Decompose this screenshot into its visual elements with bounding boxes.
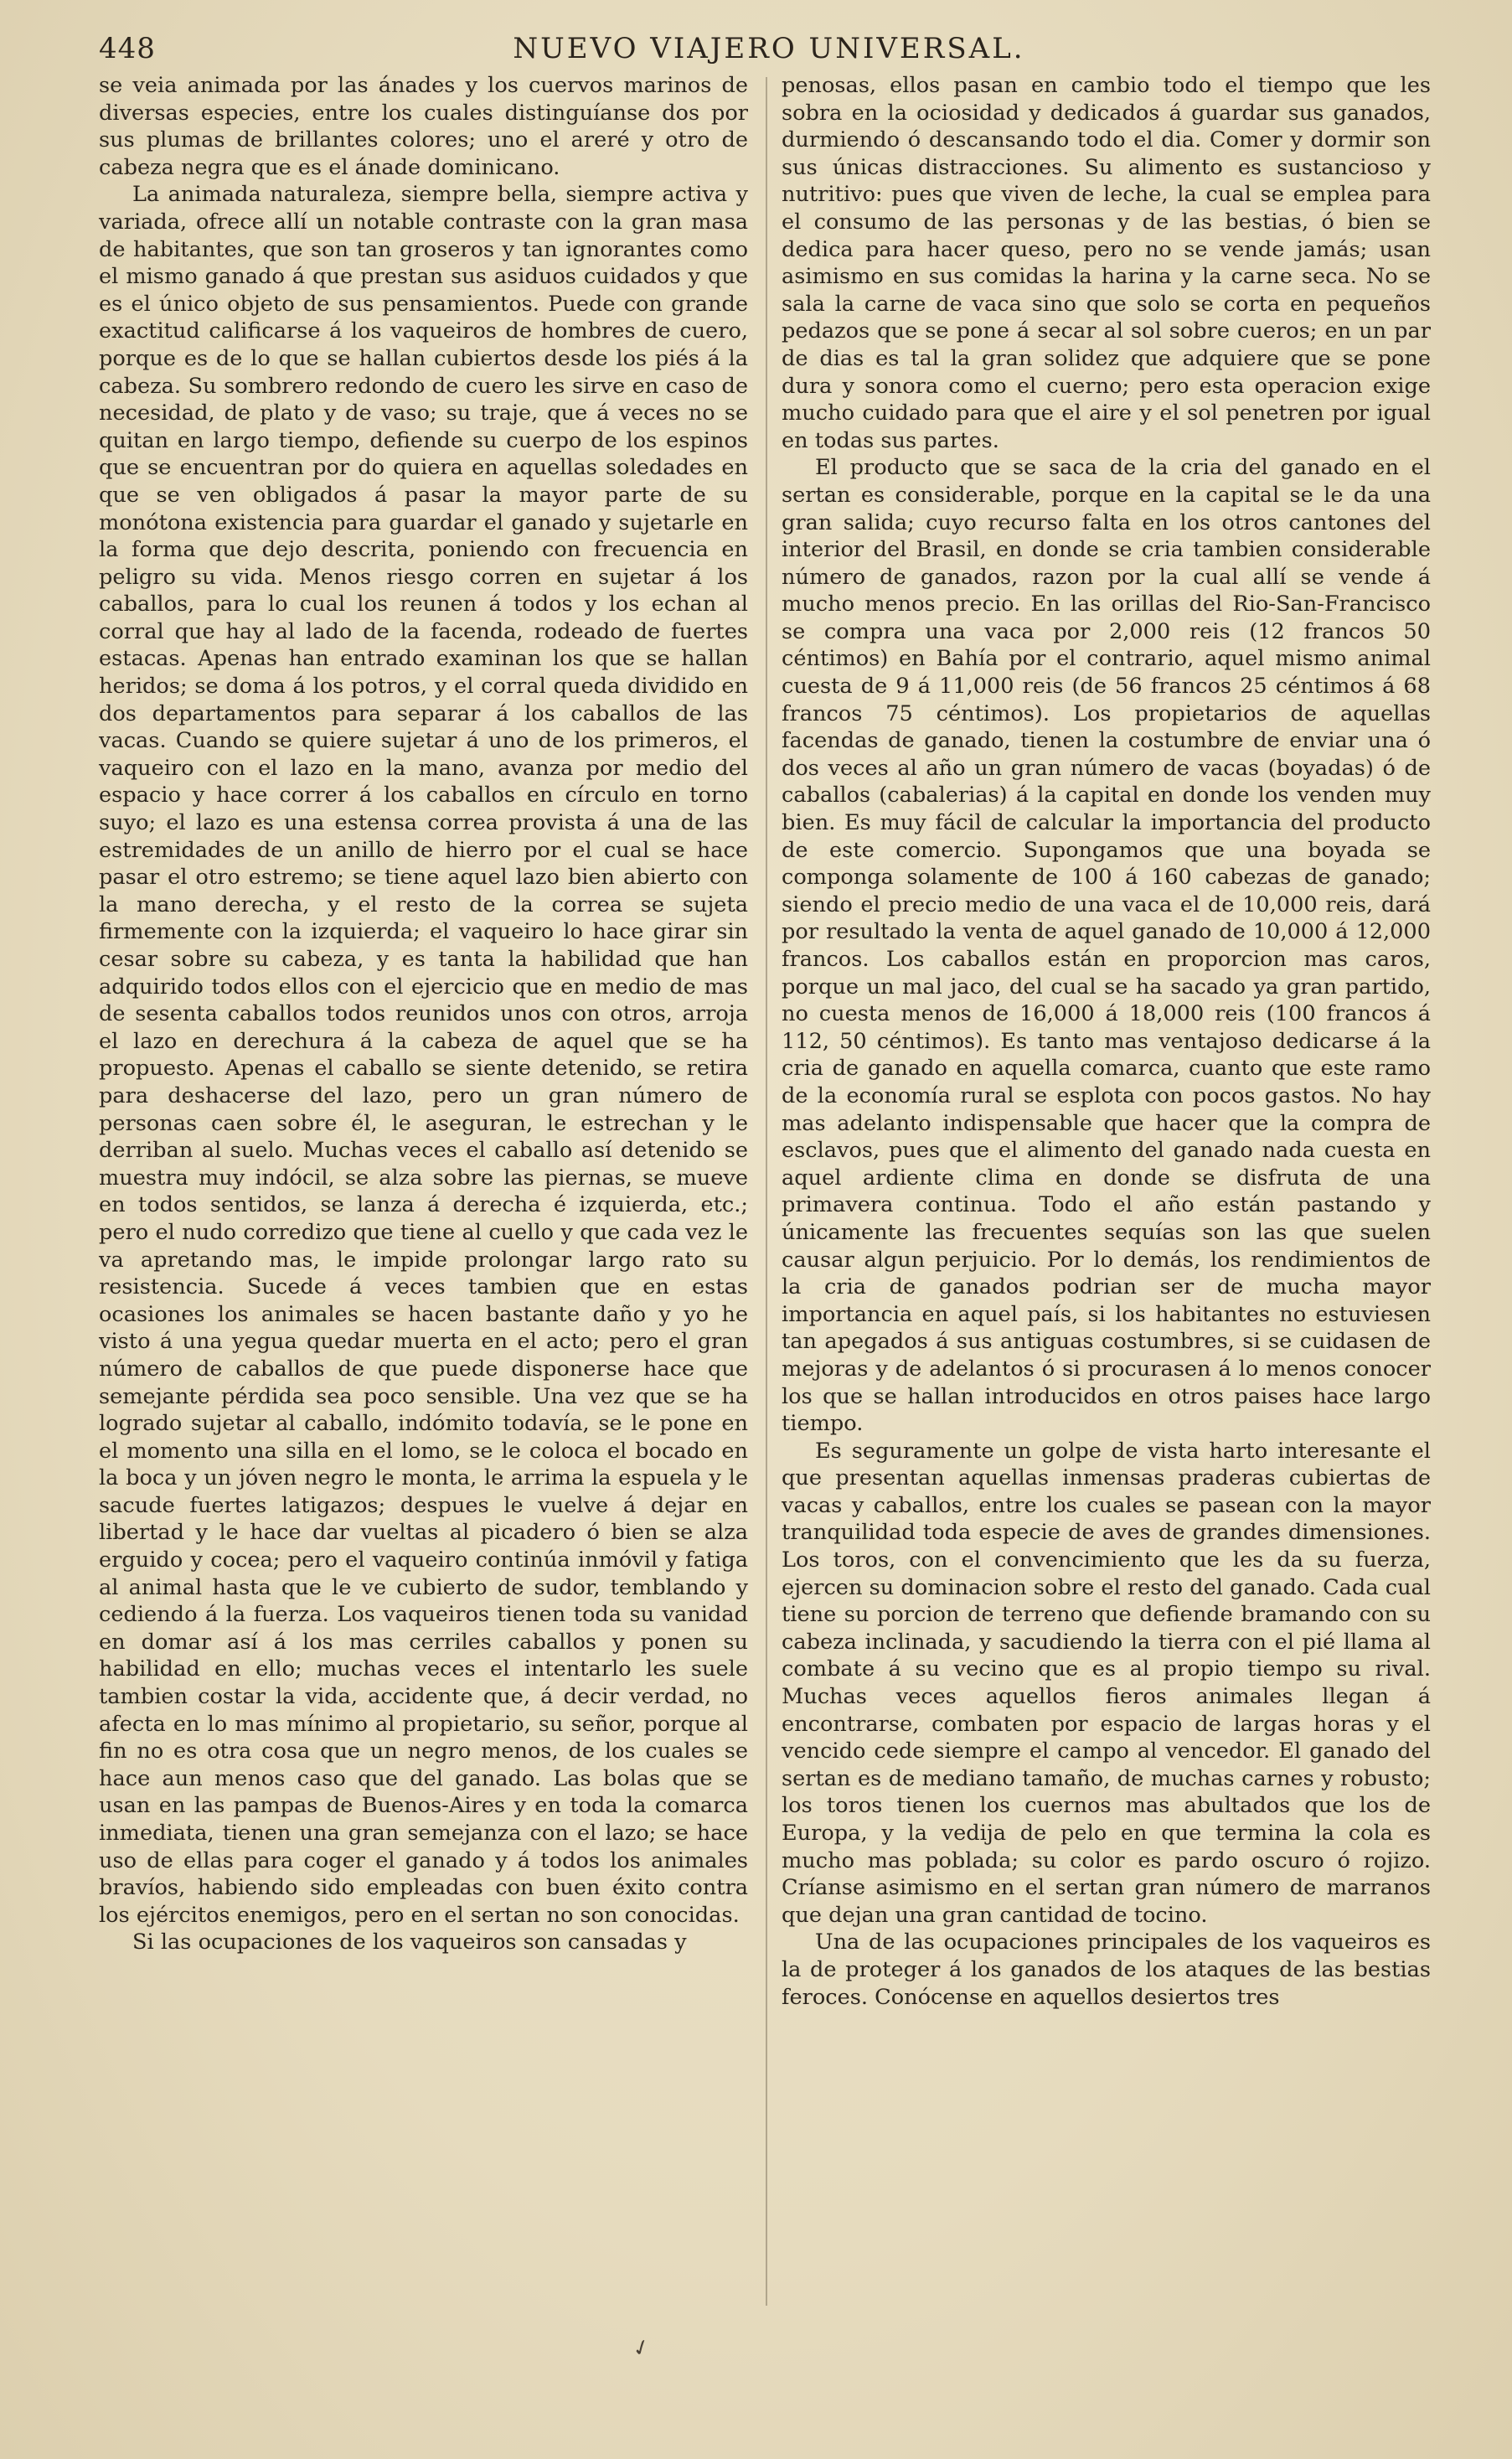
column-divider: [766, 77, 767, 2306]
page-number: 448: [99, 32, 156, 65]
right-column: [782, 72, 1431, 2011]
right-paragraph-1: penosas, ellos pasan en cambio todo el tiempo que les sobra en la ociosidad y dedicados á guardar sus ganados, durmiendo ó descansando todo el dia. Comer y dormir son sus únicas distracciones. Su alimento es sustancioso y nutritivo: pues que viven de leche, la cual se emplea para el consumo de las personas y de las bestias, ó bien se dedica para hacer queso, pero no se vende jamás; usan asimismo en sus comidas la harina y la carne seca. No se sala la carne de vaca sino que solo se corta en pequeños pedazos que se pone á secar al sol sobre cueros; en un par de dias es tal la gran solidez que adquiere que se pone dura y sonora como el cuerno; pero esta operacion exige mucho cuidado para que el aire y el sol penetren por igual en todas sus partes.: [782, 73, 1431, 453]
left-column: [99, 72, 748, 1956]
running-title: NUEVO VIAJERO UNIVERSAL.: [513, 32, 1025, 65]
left-paragraph-1: se veia animada por las ánades y los cuervos marinos de diversas especies, entre los cuales distinguíanse dos por sus plumas de brillantes colores; uno el areré y otro de cabeza negra que es el ánade dominicano.: [99, 73, 748, 180]
page-header: [99, 32, 1439, 74]
right-paragraph-3: Es seguramente un golpe de vista harto interesante el que presentan aquellas inmensas praderas cubiertas de vacas y caballos, entre los cuales se pasean con la mayor tranquilidad toda especie de aves de grandes dimensiones. Los toros, con el convencimiento que les da su fuerza, ejercen su dominacion sobre el resto del ganado. Cada cual tiene su porcion de terreno que defiende bramando con su cabeza inclinada, y sacudiendo la tierra con el pié llama al combate á su vecino que es al propio tiempo su rival. Muchas veces aquellos fieros animales llegan á encontrarse, combaten por espacio de largas horas y el vencido cede siempre el campo al vencedor. El ganado del sertan es de mediano tamaño, de muchas carnes y robusto; los toros tienen los cuernos mas abultados que los de Europa, y la vedija de pelo en que termina la cola es mucho mas poblada; su color es pardo oscuro ó rojizo. Críanse asimismo en el sertan gran número de marranos que dejan una gran cantidad de tocino.: [782, 1438, 1431, 1928]
right-paragraph-4: Una de las ocupaciones principales de los vaqueiros es la de proteger á los ganados de los ataques de las bestias feroces. Conócense en aquellos desiertos tres: [782, 1929, 1431, 2010]
left-paragraph-3: Si las ocupaciones de los vaqueiros son cansadas y: [132, 1929, 687, 1955]
ink-mark-icon: ✓: [628, 2333, 655, 2363]
left-paragraph-2: La animada naturaleza, siempre bella, siempre activa y variada, ofrece allí un notable contraste con la gran masa de habitantes, que son tan groseros y tan ignorantes como el mismo ganado á que prestan sus asiduos cuidados y que es el único objeto de sus pensamientos. Puede con grande exactitud calificarse á los vaqueiros de hombres de cuero, porque es de lo que se hallan cubiertos desde los piés á la cabeza. Su sombrero redondo de cuero les sirve en caso de necesidad, de plato y de vaso; su traje, que á veces no se quitan en largo tiempo, defiende su cuerpo de los espinos que se encuentran por do quiera en aquellas soledades en que se ven obligados á pasar la mayor parte de su monótona existencia para guardar el ganado y sujetarle en la forma que dejo descrita, poniendo con frecuencia en peligro su vida. Menos riesgo corren en sujetar á los caballos, para lo cual los reunen á todos y los echan al corral que hay al lado de la facenda, rodeado de fuertes estacas. Apenas han entrado examinan los que se hallan heridos; se doma á los potros, y el corral queda dividido en dos departamentos para separar á los caballos de las vacas. Cuando se quiere sujetar á uno de los primeros, el vaqueiro con el lazo en la mano, avanza por medio del espacio y hace correr á los caballos en círculo en torno suyo; el lazo es una estensa correa provista á una de las estremidades de un anillo de hierro por el cual se hace pasar el otro estremo; se tiene aquel lazo bien abierto con la mano derecha, y el resto de la correa se sujeta firmemente con la izquierda; el vaqueiro lo hace girar sin cesar sobre su cabeza, y es tanta la habilidad que han adquirido todos ellos con el ejercicio que en medio de mas de sesenta caballos todos reunidos unos con otros, arroja el lazo en derechura á la cabeza de aquel que se ha propuesto. Apenas el caballo se siente detenido, se retira para deshacerse del lazo, pero un gran número de personas caen sobre él, le aseguran, le estrechan y le derriban al suelo. Muchas veces el caballo así detenido se muestra muy indócil, se alza sobre las piernas, se mueve en todos sentidos, se lanza á derecha é izquierda, etc.; pero el nudo corredizo que tiene al cuello y que cada vez le va apretando mas, le impide prolongar largo rato su resistencia. Sucede á veces tambien que en estas ocasiones los animales se hacen bastante daño y yo he visto á una yegua quedar muerta en el acto; pero el gran número de caballos de que puede disponerse hace que semejante pérdida sea poco sensible. Una vez que se ha logrado sujetar al caballo, indómito todavía, se le pone en el momento una silla en el lomo, se le coloca el bocado en la boca y un jóven negro le monta, le arrima la espuela y le sacude fuertes latigazos; despues le vuelve á dejar en libertad y le hace dar vueltas al picadero ó bien se alza erguido y cocea; pero el vaqueiro continúa inmóvil y fatiga al animal hasta que le ve cubierto de sudor, temblando y cediendo á la fuerza. Los vaqueiros tienen toda su vanidad en domar así á los mas cerriles caballos y ponen su habilidad en ello; muchas veces el intentarlo les suele tambien costar la vida, accidente que, á decir verdad, no afecta en lo mas mínimo al propietario, su señor, porque al fin no es otra cosa que un negro menos, de los cuales se hace aun menos caso que del ganado. Las bolas que se usan en las pampas de Buenos-Aires y en toda la comarca inmediata, tienen una gran semejanza con el lazo; se hace uso de ellas para coger el ganado y á todos los animales bravíos, habiendo sido empleadas con buen éxito contra los ejércitos enemigos, pero en el sertan no son conocidas.: [99, 182, 748, 1928]
right-paragraph-2: El producto que se saca de la cria del ganado en el sertan es considerable, porque en la capital se le da una gran salida; cuyo recurso falta en los otros cantones del interior del Brasil, en donde se cria tambien considerable número de ganados, razon por la cual allí se vende á mucho menos precio. En las orillas del Rio-San-Francisco se compra una vaca por 2,000 reis (12 francos 50 céntimos) en Bahía por el contrario, aquel mismo animal cuesta de 9 á 11,000 reis (de 56 francos 25 céntimos á 68 francos 75 céntimos). Los propietarios de aquellas facendas de ganado, tienen la costumbre de enviar una ó dos veces al año un gran número de vacas (boyadas) ó de caballos (cabalerias) á la capital en donde los venden muy bien. Es muy fácil de calcular la importancia del producto de este comercio. Supongamos que una boyada se componga solamente de 100 á 160 cabezas de ganado; siendo el precio medio de una vaca el de 10,000 reis, dará por resultado la venta de aquel ganado de 10,000 á 12,000 francos. Los caballos están en proporcion mas caros, porque un mal jaco, del cual se ha sacado ya gran partido, no cuesta menos de 16,000 á 18,000 reis (100 francos á 112, 50 céntimos). Es tanto mas ventajoso dedicarse á la cria de ganado en aquella comarca, cuanto que este ramo de la economía rural se esplota con pocos gastos. No hay mas adelanto indispensable que hacer que la compra de esclavos, pues que el alimento del ganado nada cuesta en aquel ardiente clima en donde se disfruta de una primavera continua. Todo el año están pastando y únicamente las frecuentes sequías son las que suelen causar algun perjuicio. Por lo demás, los rendimientos de la cria de ganados podrian ser de mucha mayor importancia en aquel país, si los habitantes no estuviesen tan apegados á sus antiguas costumbres, si se cuidasen de mejoras y de adelantos ó si procurasen á lo menos conocer los que se hallan introducidos en otros paises hace largo tiempo.: [782, 455, 1431, 1437]
